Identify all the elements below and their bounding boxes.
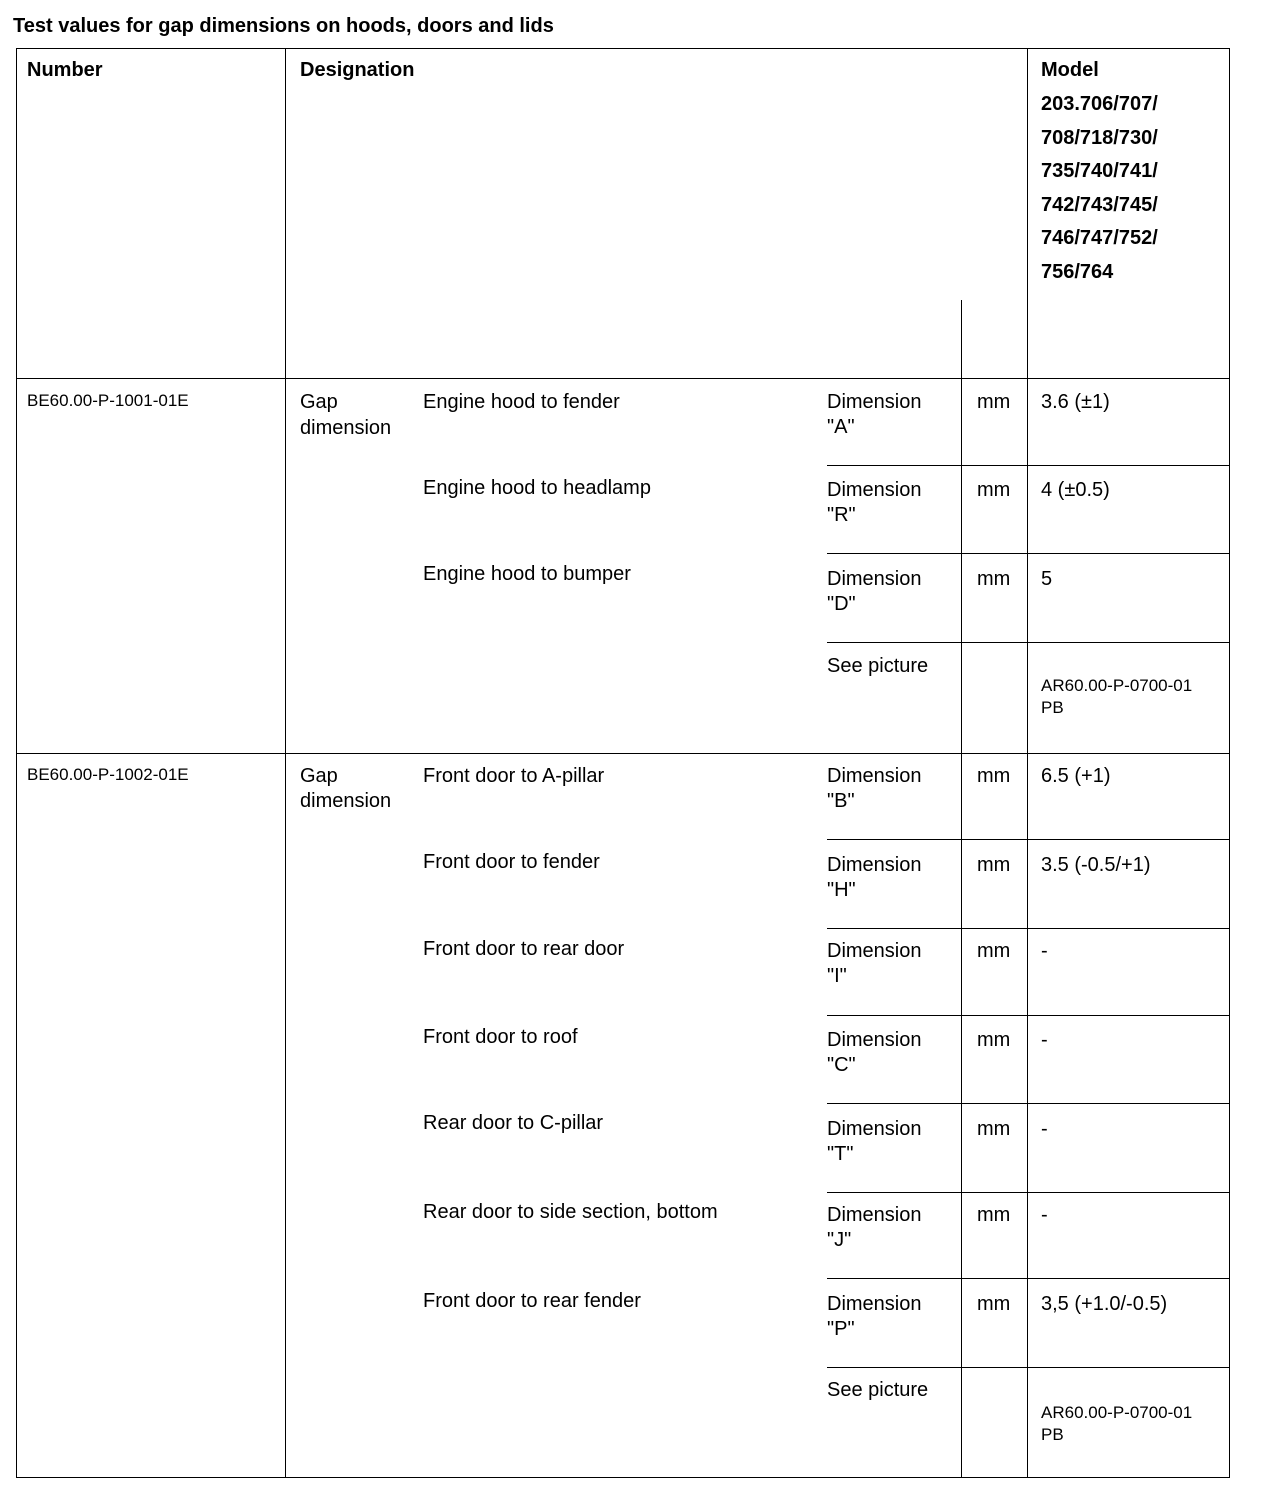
row-divider — [827, 465, 1230, 466]
document-title: Test values for gap dimensions on hoods, doors and lids — [13, 15, 554, 37]
section-group-label: dimension — [300, 790, 392, 812]
row-divider — [827, 928, 1230, 929]
item-description: Rear door to C-pillar — [423, 1112, 604, 1134]
row-divider — [827, 1192, 1230, 1193]
model-number-line: 708/718/730/ — [1041, 126, 1158, 149]
test-value: - — [1041, 1118, 1048, 1140]
header-designation: Designation — [300, 59, 415, 81]
test-value: 3.5 (-0.5/+1) — [1041, 854, 1151, 876]
dimension-code: "I" — [827, 965, 847, 987]
dimension-label: Dimension — [827, 479, 922, 501]
row-divider — [827, 839, 1230, 840]
row-divider — [16, 753, 1230, 754]
see-picture-label: See picture — [827, 1379, 929, 1401]
item-description: Engine hood to bumper — [423, 563, 631, 585]
test-value: 3,5 (+1.0/-0.5) — [1041, 1293, 1168, 1315]
column-divider — [285, 48, 286, 1478]
unit: mm — [977, 940, 1011, 962]
section-group-label: Gap — [300, 765, 338, 787]
unit: mm — [977, 765, 1011, 787]
dimension-code: "R" — [827, 504, 856, 526]
test-value: 5 — [1041, 568, 1053, 590]
dimension-code: "H" — [827, 879, 856, 901]
row-divider — [827, 1103, 1230, 1104]
dimension-code: "P" — [827, 1318, 855, 1340]
unit: mm — [977, 1204, 1011, 1226]
section-number: BE60.00-P-1001-01E — [27, 391, 189, 410]
item-description: Front door to A-pillar — [423, 765, 605, 787]
dimension-code: "T" — [827, 1143, 854, 1165]
dimension-code: "A" — [827, 416, 855, 438]
row-divider — [827, 1367, 1230, 1368]
unit: mm — [977, 854, 1011, 876]
test-value: - — [1041, 1029, 1048, 1051]
item-description: Rear door to side section, bottom — [423, 1201, 718, 1223]
dimension-label: Dimension — [827, 1293, 922, 1315]
column-divider — [961, 300, 962, 1478]
section-group-label: Gap — [300, 391, 338, 413]
dimension-label: Dimension — [827, 1029, 922, 1051]
dimension-code: "C" — [827, 1054, 856, 1076]
item-description: Front door to rear fender — [423, 1290, 641, 1312]
dimension-label: Dimension — [827, 765, 922, 787]
picture-reference: AR60.00-P-0700-01 — [1041, 676, 1193, 695]
row-divider — [827, 1278, 1230, 1279]
dimension-label: Dimension — [827, 568, 922, 590]
section-group-label: dimension — [300, 417, 392, 439]
dimension-label: Dimension — [827, 391, 922, 413]
row-divider — [827, 1015, 1230, 1016]
dimension-label: Dimension — [827, 1118, 922, 1140]
dimension-code: "B" — [827, 790, 855, 812]
unit: mm — [977, 1293, 1011, 1315]
header-model: Model — [1041, 59, 1099, 81]
see-picture-label: See picture — [827, 655, 929, 677]
dimension-code: "J" — [827, 1229, 852, 1251]
test-value: - — [1041, 940, 1048, 962]
test-value: - — [1041, 1204, 1048, 1226]
model-number-line: 746/747/752/ — [1041, 227, 1158, 249]
row-divider — [827, 642, 1230, 643]
dimension-code: "D" — [827, 593, 856, 615]
unit: mm — [977, 391, 1011, 413]
test-value: 4 (±0.5) — [1041, 479, 1110, 501]
section-number: BE60.00-P-1002-01E — [27, 765, 189, 784]
dimension-label: Dimension — [827, 854, 922, 876]
row-divider — [827, 553, 1230, 554]
item-description: Engine hood to fender — [423, 391, 620, 413]
picture-reference: AR60.00-P-0700-01 — [1041, 1403, 1193, 1422]
unit: mm — [977, 1118, 1011, 1140]
model-number-line: 742/743/745/ — [1041, 193, 1158, 216]
unit: mm — [977, 568, 1011, 590]
test-value: 3.6 (±1) — [1041, 391, 1110, 413]
item-description: Engine hood to headlamp — [423, 477, 651, 499]
picture-reference: PB — [1041, 1425, 1064, 1444]
dimension-label: Dimension — [827, 940, 922, 962]
model-number-line: 203.706/707/ — [1041, 93, 1158, 115]
model-number-line: 735/740/741/ — [1041, 160, 1158, 182]
item-description: Front door to fender — [423, 851, 600, 873]
picture-reference: PB — [1041, 698, 1064, 717]
header-number: Number — [27, 59, 103, 81]
test-value: 6.5 (+1) — [1041, 765, 1111, 787]
dimension-label: Dimension — [827, 1204, 922, 1226]
model-number-line: 756/764 — [1041, 260, 1114, 283]
column-divider — [1027, 48, 1028, 1478]
unit: mm — [977, 1029, 1011, 1051]
unit: mm — [977, 479, 1011, 501]
item-description: Front door to roof — [423, 1026, 578, 1048]
item-description: Front door to rear door — [423, 938, 625, 960]
row-divider — [16, 378, 1230, 379]
